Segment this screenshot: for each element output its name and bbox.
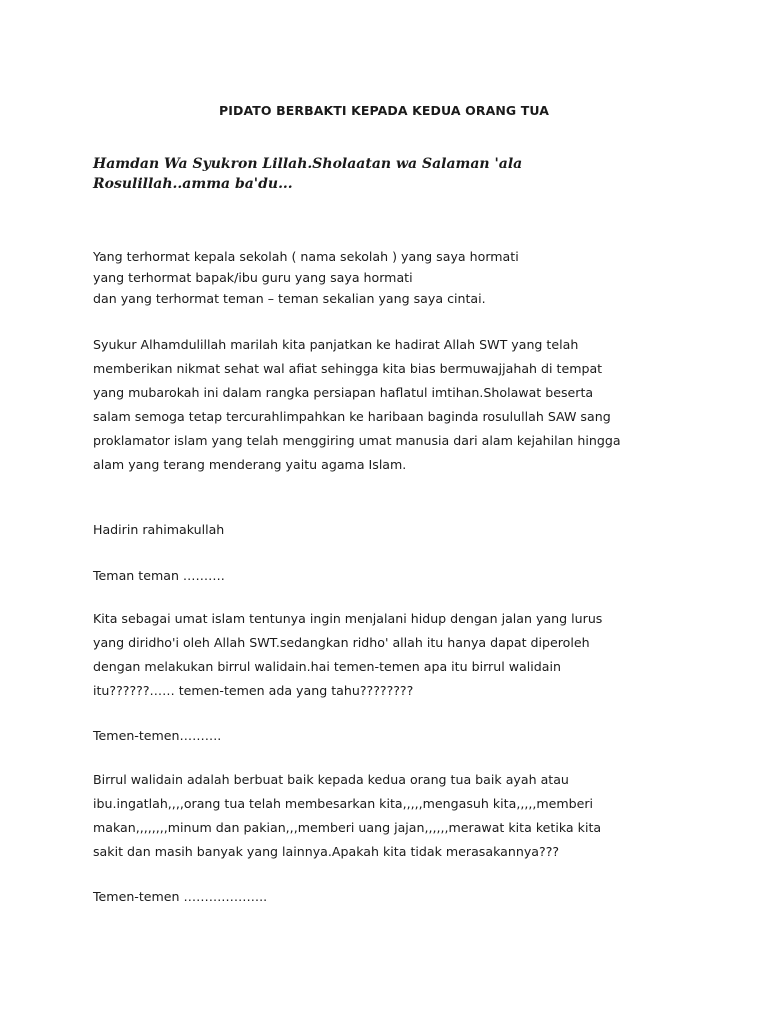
body-paragraph-3: Birrul walidain adalah berbuat baik kepada kedua orang tua baik ayah atau ibu.ingatlah,,,,orang tua telah membesarkan kita,,,,,mengasuh kita,,,,,memberi makan,,,,,,,,minum dan pakian,,,memberi uang jajan,,,,,,merawat kita ketika kita sakit dan masih banyak yang lainnya.Apakah kita tidak merasakannya??? xyxy=(93,772,602,859)
body-paragraph-1: Syukur Alhamdulillah marilah kita panjatkan ke hadirat Allah SWT yang telah memberikan nikmat sehat wal afiat sehingga kita bias bermuwajjahah di tempat yang mubarokah ini dalam rangka persiapan haflatul imtihan.Sholawat beserta salam semoga tetap tercurahlimpahkan ke haribaan baginda rosulullah SAW sang proklamator islam yang telah menggiring umat manusia dari alam kejahilan hingga alam yang terang menderang yaitu agama Islam. xyxy=(93,337,621,472)
document-title: PIDATO BERBAKTI KEPADA KEDUA ORANG TUA xyxy=(219,103,549,118)
address-line-1: Hadirin rahimakullah xyxy=(93,522,225,537)
address-line-4: Temen-temen ……………….. xyxy=(93,889,268,904)
opening-greeting: Hamdan Wa Syukron Lillah.Sholaatan wa Salaman 'ala Rosulillah..amma ba'du... xyxy=(93,156,523,192)
address-line-2: Teman teman ………. xyxy=(93,568,225,583)
salutations-paragraph: Yang terhormat kepala sekolah ( nama sekolah ) yang saya hormati yang terhormat bapak/ibu guru yang saya hormati dan yang terhormat teman – teman sekalian yang saya cintai. xyxy=(93,249,519,306)
body-paragraph-2: Kita sebagai umat islam tentunya ingin menjalani hidup dengan jalan yang lurus yang diridho'i oleh Allah SWT.sedangkan ridho' allah itu hanya dapat diperoleh dengan melakukan birrul walidain.hai temen-temen apa itu birrul walidain itu??????…… temen-temen ada yang tahu???????? xyxy=(93,611,603,698)
address-line-3: Temen-temen………. xyxy=(93,728,222,743)
